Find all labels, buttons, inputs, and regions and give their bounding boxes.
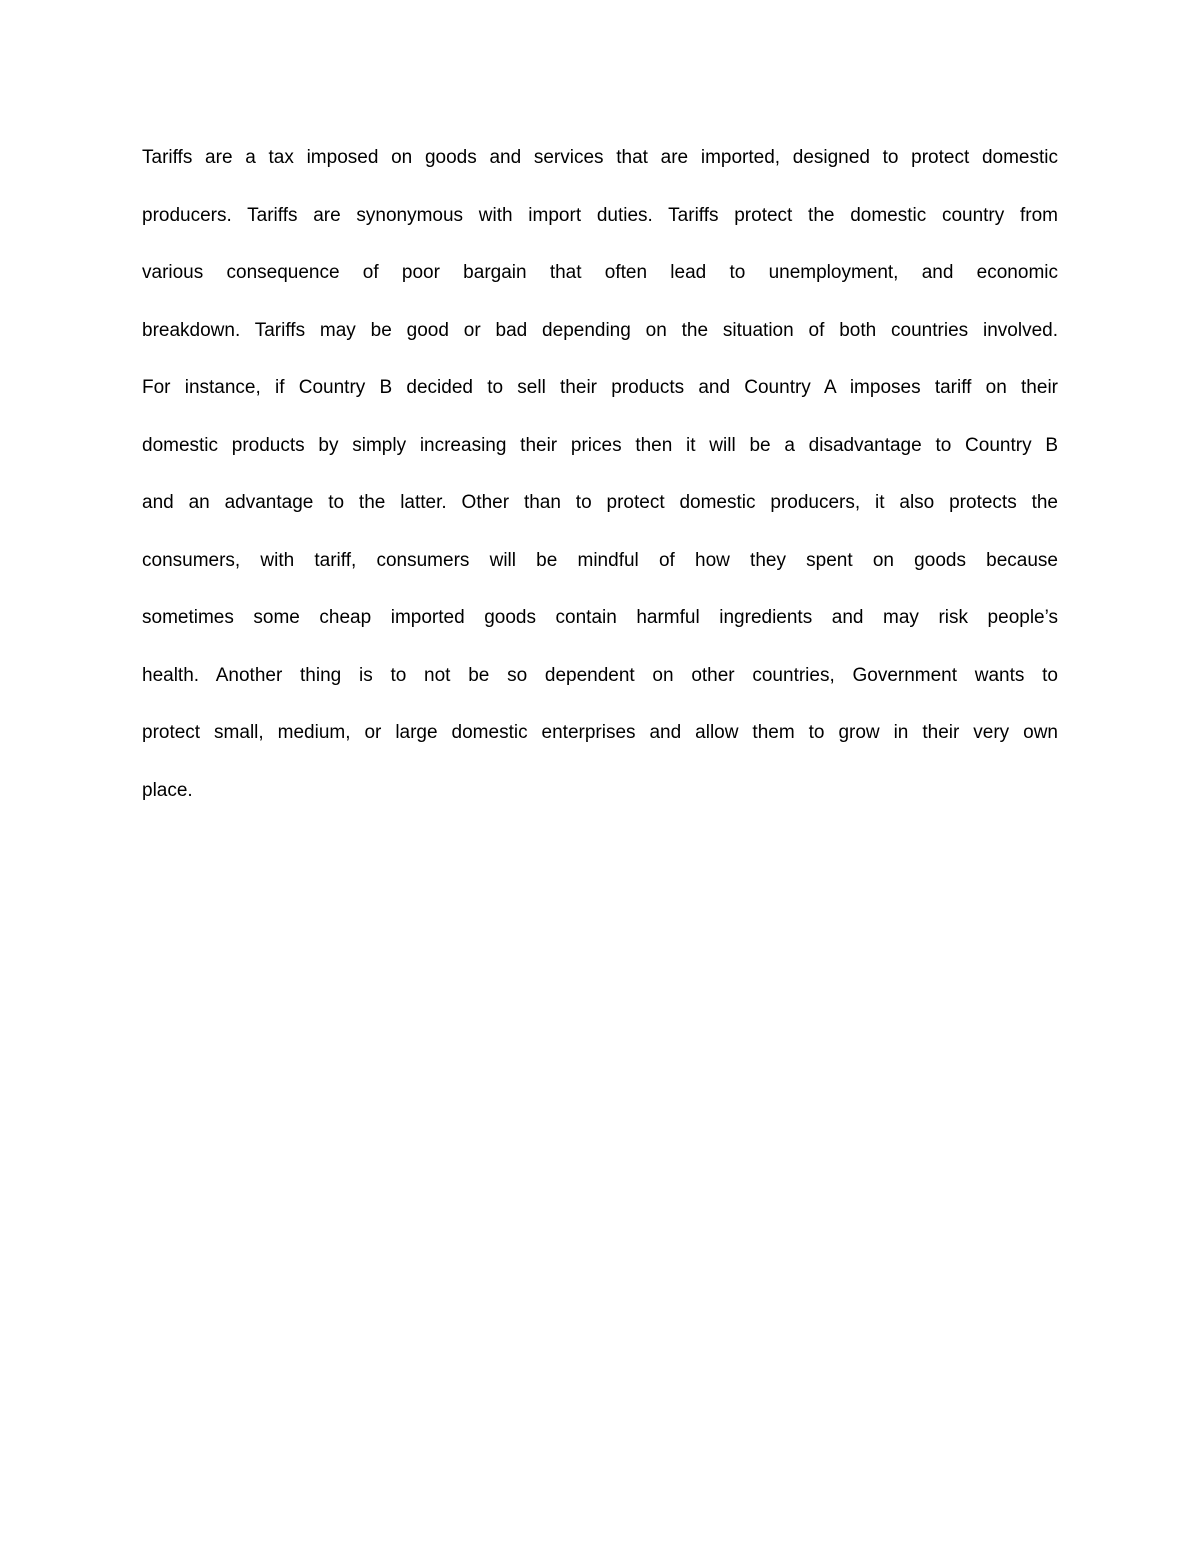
paragraph-line: health. Another thing is to not be so dependent on other countries, Government wants to <box>142 664 1058 686</box>
paragraph-line: producers. Tariffs are synonymous with import duties. Tariffs protect the domestic country from <box>142 204 1058 226</box>
paragraph-line: consumers, with tariff, consumers will be mindful of how they spent on goods because <box>142 549 1058 571</box>
paragraph <box>142 136 1058 826</box>
paragraph-line: Tariffs are a tax imposed on goods and services that are imported, designed to protect domestic <box>142 147 1058 168</box>
paragraph-line: domestic products by simply increasing their prices then it will be a disadvantage to Country B <box>142 434 1058 456</box>
paragraph-line: and an advantage to the latter. Other than to protect domestic producers, it also protects the <box>142 492 1058 513</box>
paragraph-line: various consequence of poor bargain that often lead to unemployment, and economic <box>142 262 1058 283</box>
paragraph-line: sometimes some cheap imported goods contain harmful ingredients and may risk people’s <box>142 607 1058 628</box>
paragraph-line: place. <box>142 779 193 801</box>
paragraph-line: breakdown. Tariffs may be good or bad depending on the situation of both countries involved. <box>142 319 1058 341</box>
paragraph-line: For instance, if Country B decided to sell their products and Country A imposes tariff on their <box>142 377 1058 398</box>
paragraph-line: protect small, medium, or large domestic enterprises and allow them to grow in their very own <box>142 722 1058 743</box>
